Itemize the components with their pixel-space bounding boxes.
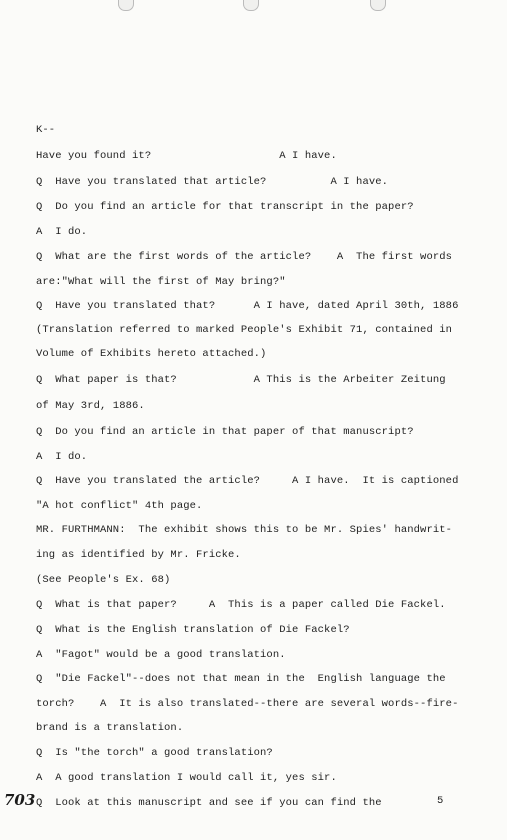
punch-hole-mark bbox=[118, 0, 134, 11]
transcript-line: Have you found it? A I have. bbox=[36, 150, 337, 162]
transcript-line: brand is a translation. bbox=[36, 722, 184, 734]
transcript-line: Q Have you translated the article? A I have. It is captioned bbox=[36, 475, 459, 487]
transcript-line: ing as identified by Mr. Fricke. bbox=[36, 549, 241, 561]
transcript-line: torch? A It is also translated--there are several words--fire- bbox=[36, 698, 459, 710]
transcript-line: Q Do you find an article in that paper of that manuscript? bbox=[36, 426, 414, 438]
transcript-line: Q Look at this manuscript and see if you can find the bbox=[36, 797, 382, 809]
transcript-line: A I do. bbox=[36, 226, 88, 238]
transcript-line: of May 3rd, 1886. bbox=[36, 400, 145, 412]
transcript-line: Q Have you translated that article? A I have. bbox=[36, 176, 389, 188]
transcript-line: A I do. bbox=[36, 451, 88, 463]
transcript-line: (Translation referred to marked People's Exhibit 71, contained in bbox=[36, 324, 453, 336]
transcript-line: A A good translation I would call it, yes sir. bbox=[36, 772, 337, 784]
transcript-line: Q "Die Fackel"--does not that mean in the English language the bbox=[36, 673, 446, 685]
transcript-line: Q Do you find an article for that transcript in the paper? bbox=[36, 201, 414, 213]
transcript-line: "A hot conflict" 4th page. bbox=[36, 500, 203, 512]
transcript-line: A "Fagot" would be a good translation. bbox=[36, 649, 286, 661]
transcript-line: Q What is the English translation of Die Fackel? bbox=[36, 624, 350, 636]
transcript-line: Q Have you translated that? A I have, dated April 30th, 1886 bbox=[36, 300, 459, 312]
transcript-line: Volume of Exhibits hereto attached.) bbox=[36, 348, 267, 360]
transcript-line: Q What are the first words of the article? A The first words bbox=[36, 251, 453, 263]
transcript-line: Q Is "the torch" a good translation? bbox=[36, 747, 273, 759]
punch-hole-mark bbox=[370, 0, 386, 11]
transcript-line: Q What is that paper? A This is a paper called Die Fackel. bbox=[36, 599, 446, 611]
handwritten-margin-number: 703 bbox=[4, 791, 36, 809]
transcript-line: K-- bbox=[36, 124, 56, 136]
transcript-line: Q What paper is that? A This is the Arbeiter Zeitung bbox=[36, 374, 446, 386]
transcript-line: are:"What will the first of May bring?" bbox=[36, 276, 286, 288]
punch-hole-mark bbox=[243, 0, 259, 11]
transcript-line: (See People's Ex. 68) bbox=[36, 574, 171, 586]
page-number: 5 bbox=[437, 795, 444, 807]
transcript-line: MR. FURTHMANN: The exhibit shows this to be Mr. Spies' handwrit- bbox=[36, 524, 453, 536]
